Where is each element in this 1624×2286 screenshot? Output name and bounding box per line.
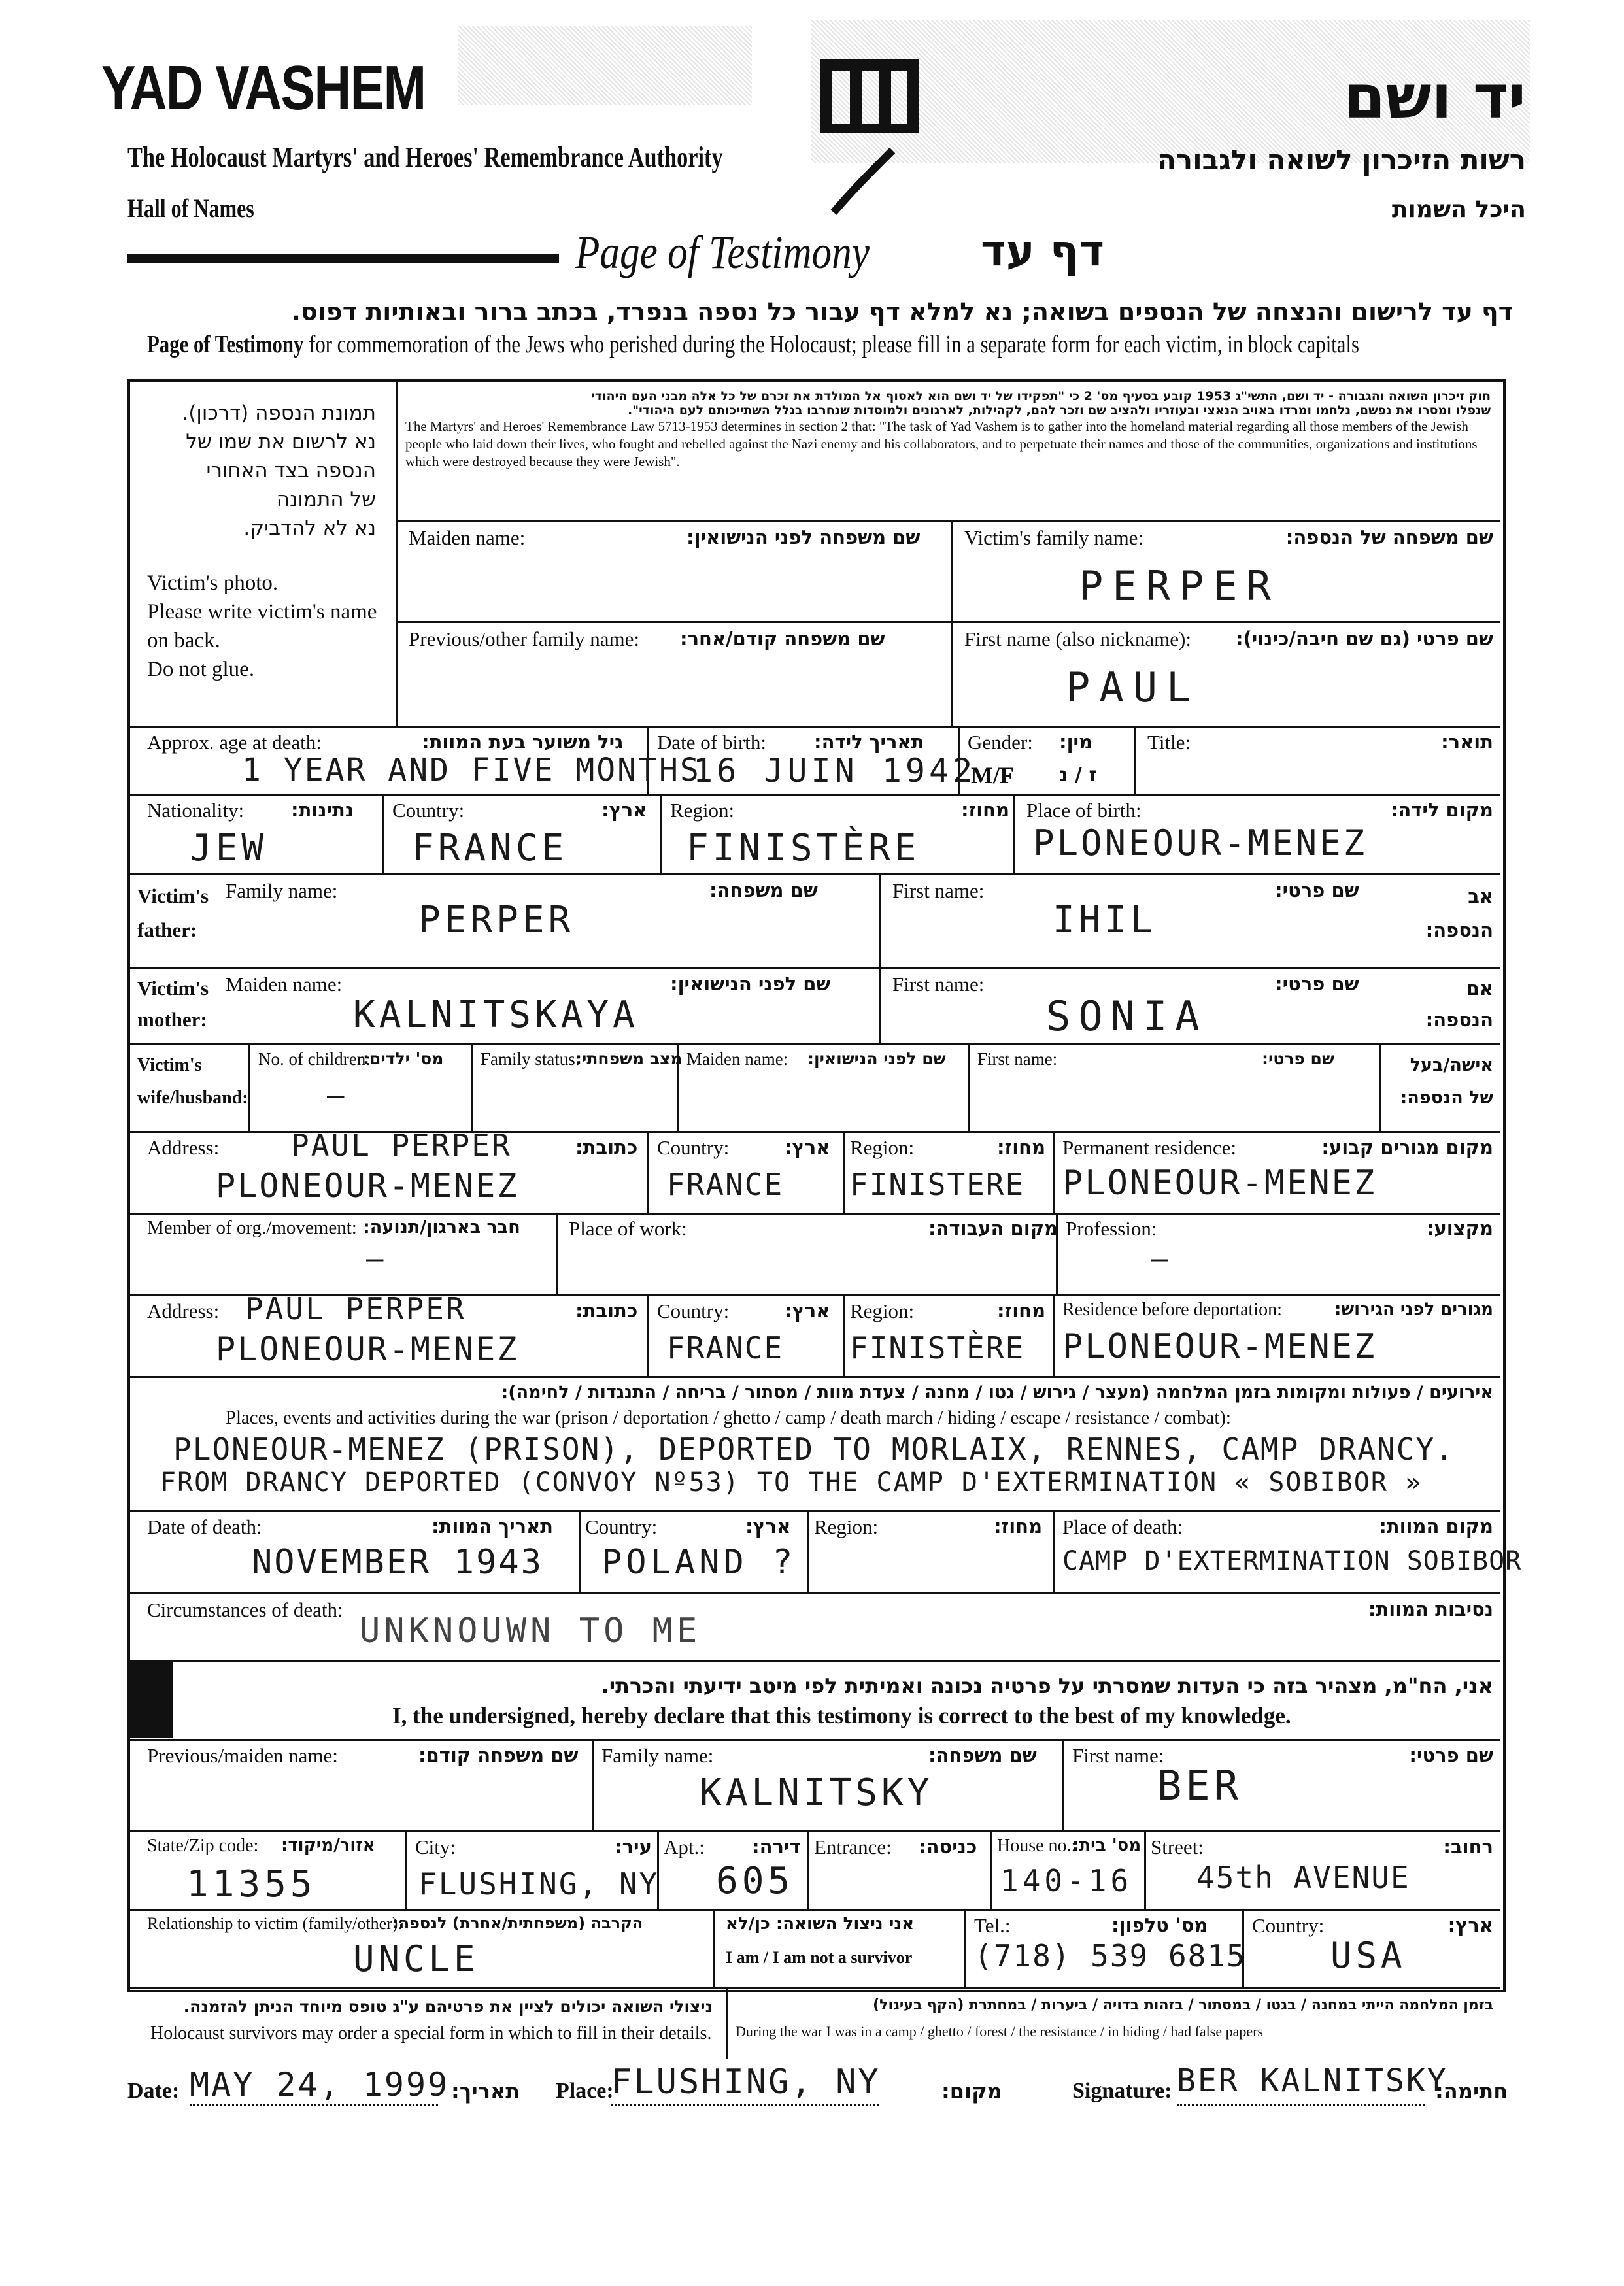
deport-country[interactable]: FRANCE — [667, 1330, 784, 1366]
gender-options[interactable]: M/F — [971, 762, 1014, 788]
submitter-first-label-hebrew: שם פרטי: — [1409, 1744, 1493, 1766]
mother-maiden-label-hebrew: שם לפני הנישואין: — [670, 973, 831, 995]
first-name-label: First name (also nickname): — [964, 628, 1191, 650]
gender-options-hebrew[interactable]: ז / נ — [1059, 764, 1097, 786]
apartment[interactable]: 605 — [716, 1860, 794, 1902]
pod-label: Place of death: — [1062, 1515, 1183, 1538]
spouse-first-label-hebrew: שם פרטי: — [1262, 1049, 1334, 1068]
address-country-label-hebrew: ארץ: — [785, 1136, 830, 1158]
pob-label-hebrew: מקום לידה: — [1390, 799, 1493, 821]
special-form-note: Holocaust survivors may order a special form in which to fill in their details. — [150, 2023, 712, 2043]
telephone[interactable]: (718) 539 6815 — [974, 1938, 1246, 1974]
submitter-country-label: Country: — [1252, 1914, 1325, 1937]
city-label: City: — [415, 1836, 456, 1858]
apt-label-hebrew: דירה: — [752, 1836, 801, 1858]
mother-maiden-label: Maiden name: — [226, 973, 343, 996]
street[interactable]: 45th AVENUE — [1196, 1860, 1410, 1895]
father-label: Victim's father: — [137, 884, 209, 941]
deport-country-label-hebrew: ארץ: — [785, 1300, 830, 1322]
death-region-label-hebrew: מחוז: — [994, 1515, 1043, 1538]
member-label-hebrew: חבר בארגון/תנועה: — [363, 1217, 520, 1237]
declaration-hebrew: אני, הח"מ, מצהיר בזה כי העדות שמסרתי על פרטיה נכונה ואמיתית לפי מיטב ידיעתי והכרתי. — [601, 1673, 1493, 1698]
place-of-birth[interactable]: PLONEOUR-MENEZ — [1033, 822, 1368, 864]
title-label: Title: — [1147, 731, 1191, 754]
nationality[interactable]: JEW — [190, 827, 268, 869]
hall-of-names: Hall of Names — [127, 193, 254, 223]
prev-maiden-label: Previous/maiden name: — [147, 1744, 338, 1767]
gender-label: Gender: — [968, 731, 1033, 754]
spouse-maiden-label-hebrew: שם לפני הנישואין: — [807, 1049, 946, 1068]
street-label-hebrew: רחוב: — [1443, 1836, 1493, 1858]
father-first-name[interactable]: IHIL — [1053, 899, 1157, 941]
street-label: Street: — [1151, 1836, 1204, 1858]
dob-label: Date of birth: — [657, 731, 767, 754]
survivor-option[interactable]: I am / I am not a survivor — [726, 1948, 913, 1967]
special-form-note-hebrew: ניצולי השואה יכולים לציין את פרטיהם ע"ג טופס מיוחד הניתן להזמנה. — [183, 1997, 713, 2016]
house-label-hebrew: מס' בית: — [1072, 1836, 1142, 1855]
place-label-hebrew: מקום: — [941, 2079, 1002, 2104]
submitter-city[interactable]: FLUSHING, NY — [418, 1866, 660, 1902]
mother-label: Victim's mother: — [137, 977, 209, 1031]
death-region-label: Region: — [814, 1515, 879, 1538]
maiden-name-label: Maiden name: — [409, 526, 526, 549]
residence-before-label-hebrew: מגורים לפני הגירוש: — [1334, 1300, 1493, 1319]
tel-label-hebrew: מס' טלפון: — [1111, 1914, 1208, 1936]
country-label-hebrew: ארץ: — [601, 799, 647, 821]
mother-label-hebrew: אם הנספה: — [1425, 977, 1493, 1031]
signature[interactable]: BER KALNITSKY — [1177, 2062, 1448, 2099]
address-country[interactable]: FRANCE — [667, 1167, 784, 1202]
perm-residence-label-hebrew: מקום מגורים קבוע: — [1321, 1136, 1493, 1158]
residence-before-label: Residence before deportation: — [1062, 1300, 1282, 1320]
member-label: Member of org./movement: — [147, 1217, 357, 1238]
places-events-line-1[interactable]: PLONEOUR-MENEZ (PRISON), DEPORTED TO MORLAIX, RENNES, CAMP DRANCY. — [173, 1432, 1455, 1467]
member-of-org[interactable]: — — [366, 1242, 388, 1275]
relationship-label-hebrew: הקרבה (משפחתית/אחרת) לנספה: — [392, 1914, 643, 1932]
org-subtitle: The Holocaust Martyrs' and Heroes' Remembrance Authority — [127, 141, 723, 173]
previous-name-label-hebrew: שם משפחה קודם/אחר: — [680, 628, 885, 650]
dob-label-hebrew: תאריך לידה: — [814, 731, 924, 753]
photo-instructions-hebrew: תמונת הנספה (דרכון). נא לרשום את שמו של הנספה בצד האחורי של התמונה נא לא להדביק. — [182, 401, 376, 540]
spouse-maiden-label: Maiden name: — [686, 1049, 788, 1069]
page-title: Page of Testimony — [575, 226, 870, 278]
address-region-label-hebrew: מחוז: — [997, 1136, 1046, 1158]
mother-first-name[interactable]: SONIA — [1046, 992, 1208, 1040]
tel-label: Tel.: — [974, 1914, 1011, 1937]
country-label: Country: — [392, 799, 465, 822]
date-of-birth[interactable]: 16 JUIN 1942 — [693, 752, 977, 790]
signature-line — [1177, 2104, 1425, 2106]
instructions-bold: Page of Testimony — [147, 331, 304, 358]
deport-region-label: Region: — [850, 1300, 915, 1322]
maiden-name-label-hebrew: שם משפחה לפני הנישואין: — [686, 526, 921, 548]
title-bar-rule — [127, 254, 559, 263]
mother-first-label-hebrew: שם פרטי: — [1275, 973, 1359, 995]
signature-label: Signature: — [1072, 2079, 1172, 2103]
date-line — [190, 2104, 438, 2106]
address-region-label: Region: — [850, 1136, 915, 1159]
org-subtitle-hebrew: רשות הזיכרון לשואה ולגבורה — [1157, 144, 1526, 176]
deport-country-label: Country: — [657, 1300, 730, 1322]
father-family-label: Family name: — [226, 879, 338, 902]
victim-first-name[interactable]: PAUL — [1066, 664, 1200, 711]
photo-instructions: Victim's photo. Please write victim's name on back. Do not glue. — [147, 571, 377, 681]
yad-vashem-logo — [814, 52, 925, 216]
dod-label: Date of death: — [147, 1515, 262, 1538]
first-name-label-hebrew: שם פרטי (גם שם חיבה/כינוי): — [1235, 628, 1493, 650]
instructions-text: for commemoration of the Jews who perished during the Holocaust; please fill in a separate form for each victim, in block capitals — [309, 331, 1360, 358]
region-label: Region: — [670, 799, 735, 822]
signed-date[interactable]: MAY 24, 1999 — [190, 2066, 450, 2104]
law-text: חוק זיכרון השואה והגבורה - יד ושם, התשי"ג 1953 קובע בסעיף מס' 2 כי "תפקידו של יד ושם הוא לאסוף אל המולדת את זכרם של כל אלה מבני העם היהודי שנפלו ומסרו את נפשם, נלחמו ומרדו באויב הנאצי ובעוזריו ולהציב שם וזכר להם, לקהילות, לארגונים ולמוסדות שנחרבו בגלל השתייכותם לעם היהודי". The Martyrs' and Heroes' Remembrance Law 5713-1953 determines in section 2 that: "The task of Yad Vashem is to gather into the homeland material regarding all those members of the Jewish people who laid down their lives, who fought and rebelled against the Nazi enemy and his collaborators, and to perpetuate their names and those of the communities, organizations and institutions which were destroyed because they were Jewish". — [405, 389, 1491, 469]
zip-label: State/Zip code: — [147, 1836, 259, 1856]
photocopy-noise — [458, 26, 752, 105]
residence-before-deportation[interactable]: PLONEOUR-MENEZ — [1062, 1327, 1377, 1366]
mother-first-label: First name: — [892, 973, 985, 996]
nationality-label: Nationality: — [147, 799, 245, 822]
spouse-label: Victim's wife/husband: — [137, 1055, 248, 1108]
address-line-1[interactable]: PAUL PERPER — [291, 1128, 512, 1163]
children-label: No. of children: — [258, 1049, 371, 1069]
address-label-hebrew: כתובת: — [575, 1136, 638, 1158]
circumstances-label-hebrew: נסיבות המוות: — [1368, 1598, 1493, 1621]
date-of-death[interactable]: NOVEMBER 1943 — [252, 1543, 543, 1582]
spouse-first-label: First name: — [977, 1049, 1058, 1069]
father-family-label-hebrew: שם משפחה: — [709, 879, 818, 901]
circumstances-of-death[interactable]: UNKNOUWN TO ME — [360, 1611, 702, 1651]
perm-residence-label: Permanent residence: — [1062, 1136, 1236, 1159]
org-title: YAD VASHEM — [101, 53, 426, 123]
zip-label-hebrew: אזור/מיקוד: — [281, 1836, 375, 1855]
apt-label: Apt.: — [664, 1836, 705, 1858]
submitter-family-name[interactable]: KALNITSKY — [700, 1772, 934, 1814]
address-country-label: Country: — [657, 1136, 730, 1159]
pod-label-hebrew: מקום המוות: — [1379, 1515, 1493, 1538]
zip-code[interactable]: 11355 — [186, 1863, 316, 1906]
submitter-family-label: Family name: — [601, 1744, 714, 1767]
dod-label-hebrew: תאריך המוות: — [431, 1515, 553, 1538]
title-label-hebrew: תואר: — [1441, 731, 1493, 753]
profession-label-hebrew: מקצוע: — [1426, 1217, 1493, 1239]
spouse-label-hebrew: אישה/בעל של הנספה: — [1400, 1055, 1493, 1108]
family-status-label: Family status: — [481, 1049, 581, 1069]
declaration-marker — [127, 1662, 173, 1738]
age-label-hebrew: גיל משוער בעת המוות: — [422, 731, 624, 753]
pob-label: Place of birth: — [1026, 799, 1142, 822]
profession-label: Profession: — [1066, 1217, 1157, 1240]
entrance-label-hebrew: כניסה: — [919, 1836, 977, 1858]
deport-address-label-hebrew: כתובת: — [575, 1300, 638, 1322]
house-label: House no.: — [997, 1836, 1077, 1856]
work-label-hebrew: מקום העבודה: — [928, 1217, 1058, 1239]
death-country-label: Country: — [585, 1515, 658, 1538]
relationship[interactable]: UNCLE — [353, 1938, 479, 1979]
family-name-label: Victim's family name: — [964, 526, 1144, 549]
death-country[interactable]: POLAND ? — [601, 1543, 797, 1582]
house-number[interactable]: 140-16 — [1000, 1863, 1133, 1898]
entrance-label: Entrance: — [814, 1836, 892, 1858]
deport-address-line-2[interactable]: PLONEOUR-MENEZ — [216, 1330, 519, 1368]
birth-country[interactable]: FRANCE — [412, 827, 568, 869]
page-title-hebrew: דף עד — [981, 226, 1105, 276]
submitter-first-name[interactable]: BER — [1157, 1762, 1242, 1809]
during-war-note[interactable]: During the war I was in a camp / ghetto / forest / the resistance / in hiding / had false papers — [736, 2023, 1264, 2040]
family-status-label-hebrew: מצב משפחתי: — [575, 1049, 683, 1068]
father-first-label: First name: — [892, 879, 985, 902]
places-label: Places, events and activities during the war (prison / deportation / ghetto / camp / death march / hiding / escape / resistance / combat): — [226, 1407, 1231, 1428]
date-label-hebrew: תאריך: — [451, 2079, 520, 2104]
address-region[interactable]: FINISTERE — [850, 1167, 1025, 1202]
address-line-2[interactable]: PLONEOUR-MENEZ — [216, 1167, 519, 1205]
deport-address-line-1[interactable]: PAUL PERPER — [245, 1291, 466, 1326]
place-line — [611, 2104, 879, 2106]
org-title-hebrew: יד ושם — [1344, 62, 1526, 132]
submitter-country[interactable]: USA — [1330, 1935, 1406, 1976]
region-label-hebrew: מחוז: — [961, 799, 1010, 821]
deport-region-label-hebrew: מחוז: — [997, 1300, 1046, 1322]
instructions — [147, 330, 1359, 359]
submitter-family-label-hebrew: שם משפחה: — [928, 1744, 1037, 1766]
work-label: Place of work: — [569, 1217, 687, 1240]
father-first-label-hebrew: שם פרטי: — [1275, 879, 1359, 901]
prev-maiden-label-hebrew: שם משפחה קודם: — [418, 1744, 579, 1766]
nationality-label-hebrew: נתינות: — [291, 799, 354, 821]
places-label-hebrew: אירועים / פעולות ומקומות בזמן המלחמה (מעצר / גירוש / גטו / מחנה / צעדת מוות / מסתור / בריחה / התנגדות / לחימה): — [501, 1383, 1493, 1403]
father-family-name[interactable]: PERPER — [418, 899, 575, 941]
father-label-hebrew: אב הנספה: — [1425, 885, 1493, 941]
signed-place[interactable]: FLUSHING, NY — [611, 2062, 881, 2102]
circumstances-label: Circumstances of death: — [147, 1598, 343, 1621]
submitter-country-label-hebrew: ארץ: — [1447, 1914, 1493, 1936]
during-war-note-hebrew: בזמן המלחמה הייתי במחנה / בגטו / במסתור / בזהות בדויה / ביערות / במחתרת (הקף בעיגול) — [873, 1997, 1493, 2013]
signature-label-hebrew: חתימה: — [1435, 2079, 1508, 2104]
instructions-hebrew: דף עד לרישום והנצחה של הנספים בשואה; נא למלא דף עבור כל נספה בנפרד, בכתב ברור ובאותיות דפוס. — [291, 297, 1513, 326]
place-of-death[interactable]: CAMP D'EXTERMINATION SOBIBOR — [1062, 1546, 1522, 1576]
submitter-first-label: First name: — [1072, 1744, 1164, 1767]
gender-label-hebrew: מין: — [1059, 731, 1093, 753]
deport-region[interactable]: FINISTÈRE — [850, 1330, 1025, 1366]
death-country-label-hebrew: ארץ: — [745, 1515, 791, 1538]
mother-maiden-name[interactable]: KALNITSKAYA — [353, 994, 639, 1036]
age-label: Approx. age at death: — [147, 731, 322, 754]
previous-name-label: Previous/other family name: — [409, 628, 639, 650]
city-label-hebrew: עיר: — [615, 1836, 652, 1858]
hall-of-names-hebrew: היכל השמות — [1391, 196, 1526, 223]
age-at-death[interactable]: 1 YEAR AND FIVE MONTHS — [242, 752, 701, 788]
family-name-label-hebrew: שם משפחה של הנספה: — [1285, 526, 1493, 548]
survivor-label-hebrew: אני ניצול השואה: כן/לא — [726, 1914, 915, 1934]
victim-family-name[interactable]: PERPER — [1079, 562, 1280, 610]
no-of-children[interactable]: — — [327, 1079, 348, 1112]
permanent-residence[interactable]: PLONEOUR-MENEZ — [1062, 1164, 1377, 1203]
deport-address-label: Address: — [147, 1300, 220, 1322]
place-label: Place: — [556, 2079, 614, 2103]
places-events-line-2[interactable]: FROM DRANCY DEPORTED (CONVOY Nº53) TO THE CAMP D'EXTERMINATION « SOBIBOR » — [160, 1468, 1423, 1498]
address-label: Address: — [147, 1136, 220, 1159]
declaration: I, the undersigned, hereby declare that this testimony is correct to the best of my knowledge. — [392, 1703, 1291, 1728]
date-label: Date: — [127, 2079, 180, 2103]
relationship-label: Relationship to victim (family/other): — [147, 1914, 403, 1933]
profession[interactable]: — — [1151, 1242, 1172, 1275]
birth-region[interactable]: FINISTÈRE — [686, 827, 921, 869]
children-label-hebrew: מס' ילדים: — [363, 1049, 444, 1068]
